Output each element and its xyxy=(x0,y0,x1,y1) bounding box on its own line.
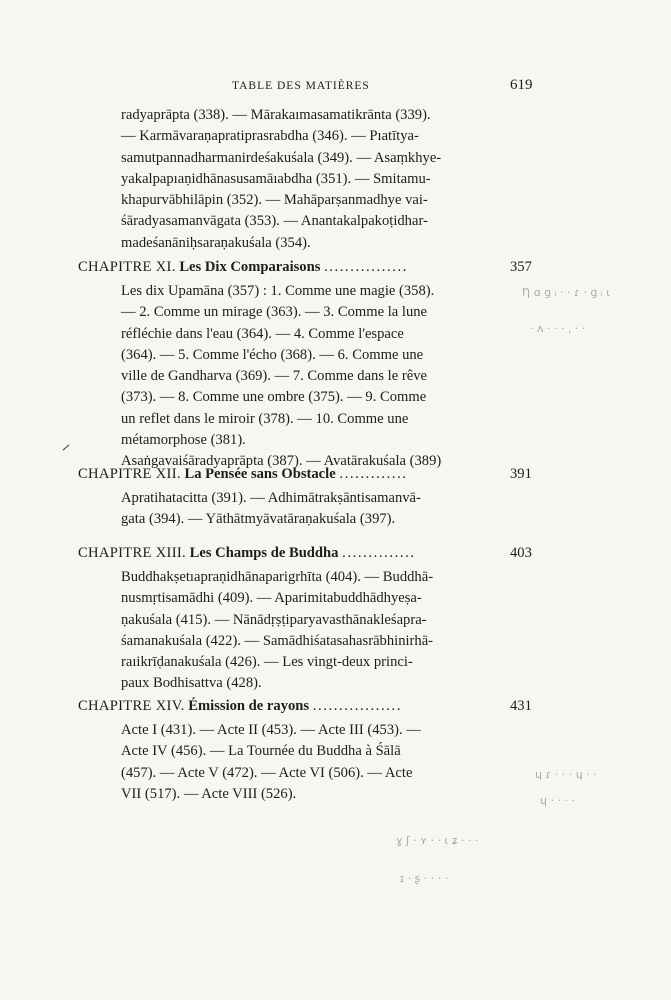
chapter-page: 391 xyxy=(510,466,532,482)
leader-dots: ................ xyxy=(324,259,409,275)
text-line: yakalpapıaṇidhānasusamāıabdha (351). — Smitamu- xyxy=(121,170,431,187)
page-number: 619 xyxy=(510,77,533,93)
chapter-xiv-contents xyxy=(121,720,491,805)
text-line: gata (394). — Yāthātmyāvatāraṇakuśala (397). xyxy=(121,511,396,528)
text-line: paux Bodhisattva (428). xyxy=(121,675,262,692)
leader-dots: ................. xyxy=(312,698,402,714)
chapter-number: CHAPITRE XIV. xyxy=(78,698,185,714)
text-line: un reflet dans le miroir (378). — 10. Comme une xyxy=(121,410,409,427)
chapter-number: CHAPITRE XI. xyxy=(78,259,176,275)
chapter-page: 431 xyxy=(510,698,532,714)
chapter-page: 403 xyxy=(510,545,532,561)
chapter-xii-contents xyxy=(121,488,491,531)
show-through-mark: ɣ ʃ · ʏ · · ɩ ʑ · · · xyxy=(396,834,479,847)
text-line: khapurvābhilāpin (352). — Mahāparṣanmadhye vai- xyxy=(121,192,428,209)
text-line: métamorphose (381). xyxy=(121,432,246,449)
leader-dots: ............. xyxy=(339,466,408,482)
text-line: Acte IV (456). — La Tournée du Buddha à Śālā xyxy=(121,743,401,760)
show-through-mark: ɥ · · · · xyxy=(540,794,575,807)
text-line: śamanakuśala (422). — Samādhiśatasahasrābhinirhā- xyxy=(121,632,434,649)
chapter-heading-xiii xyxy=(78,545,533,567)
intro-paragraph xyxy=(121,105,491,254)
show-through-mark: ɪ · ʂ · · · · xyxy=(400,872,449,885)
chapter-page: 357 xyxy=(510,259,532,275)
chapter-number: CHAPITRE XIII. xyxy=(78,545,186,561)
chapter-title: Les Champs de Buddha xyxy=(189,545,339,561)
text-line: Acte I (431). — Acte II (453). — Acte III (453). — xyxy=(121,722,421,738)
text-line: réfléchie dans l'eau (364). — 4. Comme l'espace xyxy=(121,325,404,342)
chapter-title: Les Dix Comparaisons xyxy=(179,259,321,275)
text-line: raıikrīḍanakuśala (426). — Les vingt-deux princi- xyxy=(121,654,413,671)
leader-dots: .............. xyxy=(342,545,416,561)
chapter-xiii-contents xyxy=(121,567,491,695)
chapter-number: CHAPITRE XII. xyxy=(78,466,181,482)
show-through-mark: Ƞ ɑ ɡ ᵢ · · ɾ · ɡ ᵢ ɩ xyxy=(522,286,610,299)
chapter-xi-contents xyxy=(121,281,491,473)
text-line: madeśanāniḥsaraṇakuśala (354). xyxy=(121,234,311,251)
text-line: VII (517). — Acte VIII (526). xyxy=(121,785,297,802)
pencil-mark xyxy=(63,445,70,451)
show-through-mark: ɥ ɾ · · · ɥ · · xyxy=(535,768,597,781)
chapter-title: La Pensée sans Obstacle xyxy=(184,466,336,482)
chapter-heading-xii xyxy=(78,466,533,488)
text-line: Asaṅgavaiśāradyaprāpta (387). — Avatārakuśala (389) xyxy=(121,453,442,470)
text-line: śāradyasamanvāgata (353). — Anantakalpakoṭidhar- xyxy=(121,213,428,230)
chapter-heading-xi xyxy=(78,259,533,281)
text-line: radyaprāpta (338). — Mārakaımasamatikrānta (339). xyxy=(121,107,431,123)
chapter-heading-xiv xyxy=(78,698,533,720)
text-line: — 2. Comme un mirage (363). — 3. Comme la lune xyxy=(121,304,428,321)
chapter-title: Émission de rayons xyxy=(188,698,310,714)
show-through-mark: · ʌ · · · ˌ · · xyxy=(530,322,585,335)
text-line: Apratihatacitta (391). — Adhimātrakṣāntisamanvā- xyxy=(121,490,421,506)
running-head: TABLE DES MATIÈRES xyxy=(232,80,370,92)
text-line: — Karmāvaraṇapratiprasrabdha (346). — Pıatītya- xyxy=(121,128,419,145)
text-line: nusmṛtisamādhi (409). — Aparimitabuddhādhyeṣa- xyxy=(121,590,422,607)
text-line: (364). — 5. Comme l'écho (368). — 6. Comme une xyxy=(121,346,424,363)
text-line: (373). — 8. Comme une ombre (375). — 9. Comme xyxy=(121,389,427,406)
text-line: samutpannadharmanirdeśakuśala (349). — Asaṃkhye- xyxy=(121,149,442,166)
text-line: Buddhakṣetıapraṇidhānaparigrhīta (404). — Buddhā- xyxy=(121,569,434,585)
text-line: (457). — Acte V (472). — Acte VI (506). — Acte xyxy=(121,764,413,781)
text-line: ṇakuśala (415). — Nānādṛṣṭiparyavasthānakleśapra- xyxy=(121,611,427,628)
text-line: ville de Gandharva (369). — 7. Comme dans le rêve xyxy=(121,368,427,385)
text-line: Les dix Upamāna (357) : 1. Comme une magie (358). xyxy=(121,283,435,299)
